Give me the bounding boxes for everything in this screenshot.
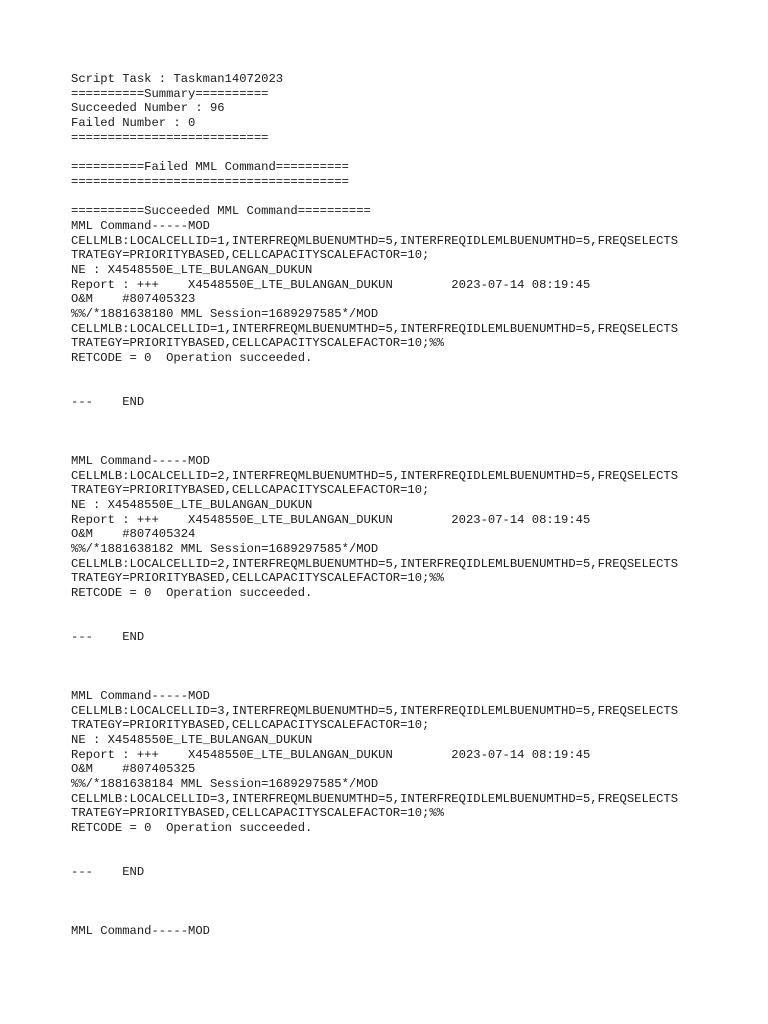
retcode-line: RETCODE = 0 Operation succeeded. xyxy=(71,586,313,601)
command-text-line-1: CELLMLB:LOCALCELLID=3,INTERFREQMLBUENUMTHD=5,INTERFREQIDLEMLBUENUMTHD=5,FREQSELECTS xyxy=(71,703,679,718)
command-text-line-1: CELLMLB:LOCALCELLID=2,INTERFREQMLBUENUMTHD=5,INTERFREQIDLEMLBUENUMTHD=5,FREQSELECTS xyxy=(71,468,679,483)
spacer xyxy=(71,645,761,660)
command-block-3 xyxy=(71,689,761,924)
command-text-line-2: TRATEGY=PRIORITYBASED,CELLCAPACITYSCALEFACTOR=10; xyxy=(71,483,430,498)
report-line: Report : +++ X4548550E_LTE_BULANGAN_DUKUN 2023-07-14 08:19:45 xyxy=(71,512,591,527)
echo-line-2: TRATEGY=PRIORITYBASED,CELLCAPACITYSCALEFACTOR=10;%% xyxy=(71,336,444,351)
retcode-line: RETCODE = 0 Operation succeeded. xyxy=(71,821,313,836)
document-page xyxy=(71,72,761,939)
mml-command-header: MML Command-----MOD xyxy=(71,453,210,468)
summary-block xyxy=(71,72,761,145)
session-line: %%/*1881638180 MML Session=1689297585*/MOD xyxy=(71,307,379,321)
script-task-line: Script Task : Taskman14072023 xyxy=(71,72,284,86)
spacer xyxy=(71,145,761,160)
mml-command-header: MML Command-----MOD xyxy=(71,218,210,233)
spacer xyxy=(71,601,761,616)
ne-line: NE : X4548550E_LTE_BULANGAN_DUKUN xyxy=(71,497,313,512)
session-line: %%/*1881638184 MML Session=1689297585*/MOD xyxy=(71,777,379,791)
echo-line-2: TRATEGY=PRIORITYBASED,CELLCAPACITYSCALEFACTOR=10;%% xyxy=(71,806,444,821)
spacer xyxy=(71,190,761,205)
failed-number: Failed Number : 0 xyxy=(71,116,196,131)
echo-line-1: CELLMLB:LOCALCELLID=1,INTERFREQMLBUENUMTHD=5,INTERFREQIDLEMLBUENUMTHD=5,FREQSELECTS xyxy=(71,321,679,336)
end-marker: --- END xyxy=(71,865,145,880)
spacer xyxy=(71,366,761,381)
summary-title: ==========Summary========== xyxy=(71,86,269,101)
spacer xyxy=(71,660,761,675)
command-block-1 xyxy=(71,219,761,454)
end-marker: --- END xyxy=(71,630,145,645)
failed-section xyxy=(71,160,761,189)
spacer xyxy=(71,615,761,630)
spacer xyxy=(71,909,761,924)
spacer xyxy=(71,895,761,910)
spacer xyxy=(71,880,761,895)
spacer xyxy=(71,410,761,425)
echo-line-2: TRATEGY=PRIORITYBASED,CELLCAPACITYSCALEFACTOR=10;%% xyxy=(71,571,444,586)
ne-line: NE : X4548550E_LTE_BULANGAN_DUKUN xyxy=(71,732,313,747)
spacer xyxy=(71,439,761,454)
spacer xyxy=(71,425,761,440)
failed-section-title: ==========Failed MML Command========== xyxy=(71,160,349,175)
om-line: O&M #807405325 xyxy=(71,762,196,777)
report-line: Report : +++ X4548550E_LTE_BULANGAN_DUKUN 2023-07-14 08:19:45 xyxy=(71,747,591,762)
spacer xyxy=(71,380,761,395)
succeeded-number: Succeeded Number : 96 xyxy=(71,101,225,116)
command-block-2 xyxy=(71,454,761,689)
report-line: Report : +++ X4548550E_LTE_BULANGAN_DUKUN 2023-07-14 08:19:45 xyxy=(71,277,591,292)
echo-line-1: CELLMLB:LOCALCELLID=2,INTERFREQMLBUENUMTHD=5,INTERFREQIDLEMLBUENUMTHD=5,FREQSELECTS xyxy=(71,556,679,571)
summary-rule: =========================== xyxy=(71,130,269,145)
trailing-mml-command-header: MML Command-----MOD xyxy=(71,923,210,938)
spacer xyxy=(71,836,761,851)
spacer xyxy=(71,850,761,865)
command-text-line-2: TRATEGY=PRIORITYBASED,CELLCAPACITYSCALEFACTOR=10; xyxy=(71,248,430,263)
succeeded-section-title: ==========Succeeded MML Command========== xyxy=(71,204,371,219)
command-text-line-2: TRATEGY=PRIORITYBASED,CELLCAPACITYSCALEFACTOR=10; xyxy=(71,718,430,733)
end-marker: --- END xyxy=(71,395,145,410)
om-line: O&M #807405324 xyxy=(71,527,196,542)
mml-command-header: MML Command-----MOD xyxy=(71,688,210,703)
retcode-line: RETCODE = 0 Operation succeeded. xyxy=(71,351,313,366)
om-line: O&M #807405323 xyxy=(71,292,196,307)
ne-line: NE : X4548550E_LTE_BULANGAN_DUKUN xyxy=(71,262,313,277)
spacer xyxy=(71,674,761,689)
echo-line-1: CELLMLB:LOCALCELLID=3,INTERFREQMLBUENUMTHD=5,INTERFREQIDLEMLBUENUMTHD=5,FREQSELECTS xyxy=(71,791,679,806)
command-text-line-1: CELLMLB:LOCALCELLID=1,INTERFREQMLBUENUMTHD=5,INTERFREQIDLEMLBUENUMTHD=5,FREQSELECTS xyxy=(71,233,679,248)
failed-section-rule: ====================================== xyxy=(71,174,349,189)
session-line: %%/*1881638182 MML Session=1689297585*/MOD xyxy=(71,542,379,556)
